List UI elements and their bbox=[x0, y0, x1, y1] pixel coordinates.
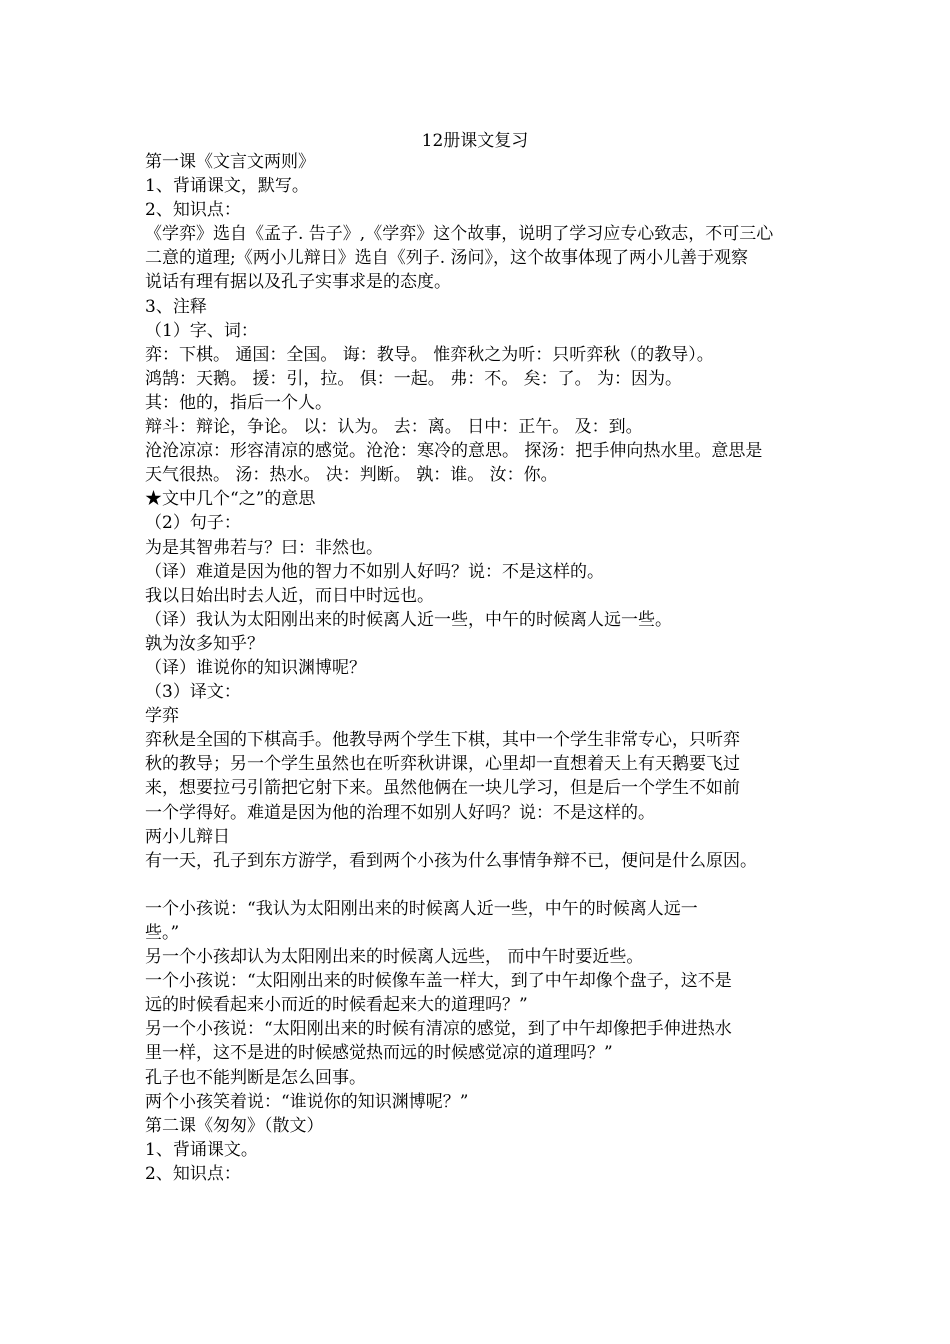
text-line: 远的时候看起来小而近的时候看起来大的道理吗？” bbox=[145, 995, 528, 1016]
document-body bbox=[145, 150, 810, 1186]
text-line: 来，想要拉弓引箭把它射下来。虽然他俩在一块儿学习，但是后一个学生不如前 bbox=[145, 778, 740, 799]
text-line: ★文中几个“之”的意思 bbox=[145, 489, 316, 510]
text-line: 弈秋是全国的下棋高手。他教导两个学生下棋，其中一个学生非常专心，只听弈 bbox=[145, 730, 740, 751]
text-line: 沧沧凉凉：形容清凉的感觉。沧沧：寒冷的意思。 探汤：把手伸向热水里。意思是 bbox=[145, 441, 763, 462]
text-line: 鸿鹄：天鹅。 援：引，拉。 俱：一起。 弗：不。 矣：了。 为：因为。 bbox=[145, 368, 683, 389]
text-line: 1、背诵课文。 bbox=[145, 1139, 258, 1160]
text-line: 为是其智弗若与？曰：非然也。 bbox=[145, 537, 383, 558]
text-line: （译）难道是因为他的智力不如别人好吗？说：不是这样的。 bbox=[145, 561, 604, 582]
text-line: 2、知识点： bbox=[145, 1163, 241, 1184]
text-line: （3）译文： bbox=[145, 682, 241, 703]
text-line: 《学弈》选自《孟子. 告子》,《学弈》这个故事，说明了学习应专心致志，不可三心 bbox=[145, 224, 774, 245]
text-line: 二意的道理;《两小儿辩日》选自《列子. 汤问》，这个故事体现了两小儿善于观察 bbox=[145, 248, 749, 269]
text-line: 两小儿辩日 bbox=[145, 826, 230, 847]
text-line: 天气很热。 汤：热水。 决：判断。 孰：谁。 汝：你。 bbox=[145, 465, 558, 486]
text-line: 3、注释 bbox=[145, 296, 207, 317]
text-line: （译）谁说你的知识渊博呢？ bbox=[145, 657, 366, 678]
text-line: 有一天，孔子到东方游学，看到两个小孩为什么事情争辩不已，便问是什么原因。 bbox=[145, 850, 757, 871]
text-line: 孔子也不能判断是怎么回事。 bbox=[145, 1067, 366, 1088]
text-line: （2）句子： bbox=[145, 513, 241, 534]
text-line: 孰为汝多知乎？ bbox=[145, 633, 264, 654]
text-line: 说话有理有据以及孔子实事求是的态度。 bbox=[145, 272, 451, 293]
text-line: （译）我认为太阳刚出来的时候离人近一些，中午的时候离人远一些。 bbox=[145, 609, 672, 630]
document-title: 12册课文复习 bbox=[421, 131, 529, 151]
text-line: 一个小孩说：“我认为太阳刚出来的时候离人近一些，中午的时候离人远一 bbox=[145, 898, 698, 919]
text-line: 辩斗：辩论，争论。 以：认为。 去：离。 日中：正午。 及：到。 bbox=[145, 417, 643, 438]
text-line: 第二课《匆匆》（散文） bbox=[145, 1115, 324, 1136]
text-line: 一个学得好。难道是因为他的治理不如别人好吗？说：不是这样的。 bbox=[145, 802, 655, 823]
text-line: 秋的教导；另一个学生虽然也在听弈秋讲课，心里却一直想着天上有天鹅要飞过 bbox=[145, 754, 740, 775]
text-line: 我以日始出时去人近，而日中时远也。 bbox=[145, 585, 434, 606]
text-line: 弈：下棋。 通国：全国。 诲：教导。 惟弈秋之为听：只听弈秋（的教导）。 bbox=[145, 344, 714, 365]
text-line: 学弈 bbox=[145, 706, 179, 727]
text-line: 一个小孩说：“太阳刚出来的时候像车盖一样大，到了中午却像个盘子，这不是 bbox=[145, 971, 732, 992]
text-line: （1）字、词： bbox=[145, 320, 258, 341]
text-line: 另一个小孩说：“太阳刚出来的时候有清凉的感觉，到了中午却像把手伸进热水 bbox=[145, 1019, 732, 1040]
text-line: 第一课《文言文两则》 bbox=[145, 152, 315, 172]
text-line: 些。” bbox=[145, 923, 180, 943]
text-line: 2、知识点： bbox=[145, 200, 241, 221]
text-line: 另一个小孩却认为太阳刚出来的时候离人远些， 而中午时要近些。 bbox=[145, 947, 644, 968]
blank-line bbox=[145, 873, 810, 897]
text-line: 其：他的，指后一个人。 bbox=[145, 392, 332, 413]
text-line: 两个小孩笑着说：“谁说你的知识渊博呢？” bbox=[145, 1091, 469, 1112]
text-line: 里一样，这不是进的时候感觉热而远的时候感觉凉的道理吗？” bbox=[145, 1043, 613, 1064]
text-line: 1、背诵课文，默写。 bbox=[145, 176, 309, 197]
